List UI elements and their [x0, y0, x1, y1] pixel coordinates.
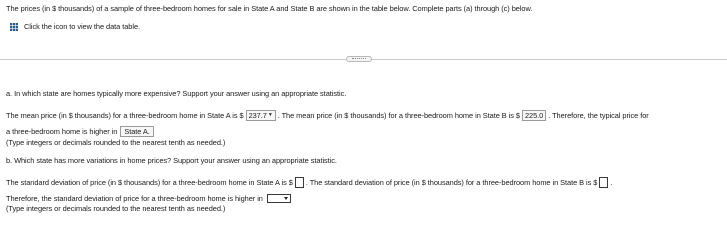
part-a-sentence — [6, 110, 649, 121]
part-b-text-1: The standard deviation of price (in $ thousands) for a three-bedroom home in State A is $ — [6, 178, 293, 187]
chevron-down-icon — [284, 197, 288, 200]
sd-a-input[interactable] — [295, 177, 304, 188]
state-answer-select[interactable]: State A. — [120, 126, 154, 137]
part-b-note: (Type integers or decimals rounded to the nearest tenth as needed.) — [6, 204, 226, 213]
part-a-text-4: a three-bedroom home is higher in — [6, 127, 118, 136]
part-a-note: (Type integers or decimals rounded to the nearest tenth as needed.) — [6, 138, 226, 147]
part-a-prompt: a. In which state are homes typically more expensive? Support your answer using an appropriate statistic. — [6, 89, 347, 98]
sd-b-input[interactable] — [599, 177, 608, 188]
part-b-text-2: . The standard deviation of price (in $ thousands) for a three-bedroom home in State B is $ — [305, 178, 598, 187]
collapse-handle[interactable] — [346, 56, 372, 62]
part-b-prompt: b. Which state has more variations in home prices? Support your answer using an appropriate statistic. — [6, 156, 337, 165]
part-a-text-3: . Therefore, the typical price for — [548, 111, 649, 120]
part-b-text-4: Therefore, the standard deviation of price for a three-bedroom home is higher in — [6, 194, 263, 203]
part-a-sentence-cont — [6, 126, 154, 137]
part-b-sentence — [6, 177, 612, 188]
data-table-link-text[interactable]: Click the icon to view the data table. — [24, 22, 141, 31]
mean-a-answer[interactable]: 237.7▼ — [246, 110, 276, 121]
question-intro: The prices (in $ thousands) of a sample of three-bedroom homes for sale in State A and State B are shown in the table below. Complete parts (a) through (c) below. — [6, 4, 533, 13]
part-b-text-3: . — [610, 178, 613, 187]
part-a-text-2: . The mean price (in $ thousands) for a three-bedroom home in State B is $ — [277, 111, 520, 120]
data-table-icon[interactable] — [10, 23, 18, 31]
part-b-sentence-cont — [6, 194, 291, 203]
state-dropdown[interactable] — [267, 194, 291, 203]
data-table-link-row[interactable] — [10, 22, 140, 31]
part-a-text-1: The mean price (in $ thousands) for a three-bedroom home in State A is $ — [6, 111, 244, 120]
mean-b-answer[interactable]: 225.0 — [522, 110, 546, 121]
